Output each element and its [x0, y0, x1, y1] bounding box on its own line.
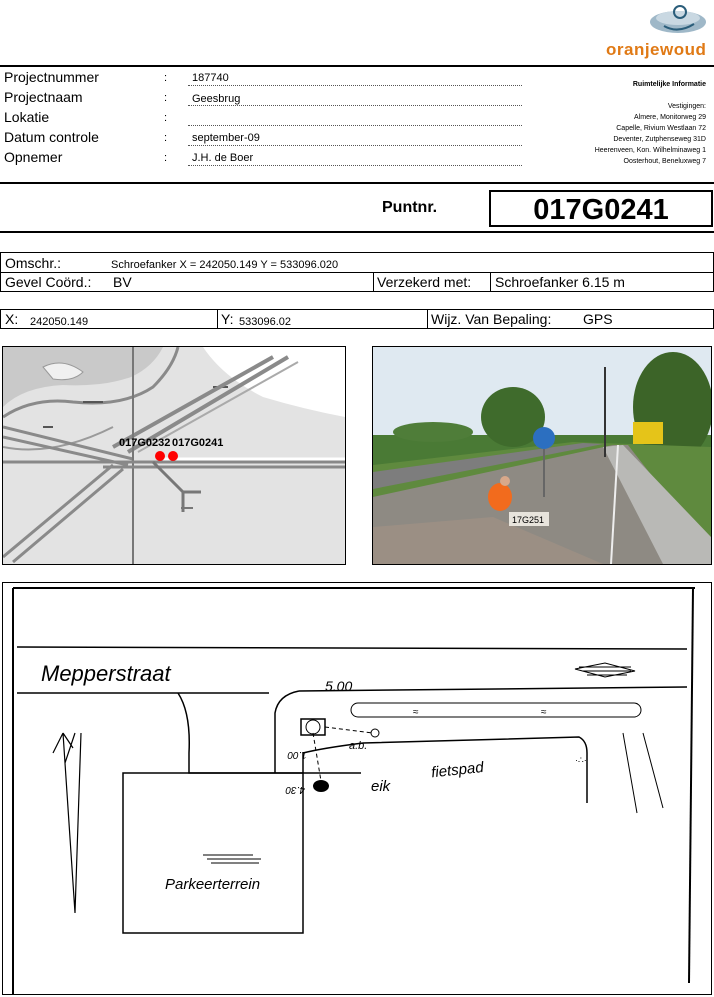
north-arrow	[53, 733, 81, 913]
field-label: Projectnummer	[4, 69, 99, 85]
verzekerd-value: Schroefanker 6.15 m	[495, 274, 625, 290]
logo-text: oranjewoud	[606, 40, 707, 59]
dotted-line	[188, 145, 522, 146]
wijz-value: GPS	[583, 311, 613, 327]
omschr-label: Omschr.:	[5, 255, 62, 271]
sketch-graphic	[3, 583, 711, 994]
sketch-distance-top: 5.00	[325, 678, 353, 694]
y-label: Y:	[221, 311, 234, 327]
field-label: Lokatie	[4, 109, 50, 125]
field-label: Opnemer	[4, 149, 63, 165]
sketch-parking-label: Parkeerterrein	[165, 876, 261, 893]
sketch-street-name: Mepperstraat	[41, 661, 171, 686]
field-value: Geesbrug	[192, 93, 241, 105]
location-item: Heerenveen, Kon. Wilhelminaweg 1	[594, 147, 706, 154]
sketch-dist-low: 4.30	[285, 784, 305, 795]
field-colon: :	[164, 72, 168, 84]
location-item: Almere, Monitorweg 29	[634, 114, 706, 121]
divider	[0, 182, 714, 184]
omschr-value: Schroefanker X = 242050.149 Y = 533096.020	[111, 259, 339, 271]
company-tagline: Ruimtelijke Informatie	[632, 81, 706, 88]
gevel-value: BV	[113, 274, 132, 290]
field-value: 187740	[192, 72, 229, 84]
dotted-line	[188, 85, 522, 86]
photo-graphic	[373, 347, 711, 564]
dotted-line	[188, 125, 522, 126]
map-graphic	[3, 347, 345, 564]
location-map	[2, 346, 346, 565]
verzekerd-label: Verzekerd met:	[377, 274, 472, 290]
x-label: X:	[5, 311, 19, 327]
field-colon: :	[164, 92, 168, 104]
map-label-2: 017G0241	[172, 437, 224, 449]
description-table	[0, 252, 714, 292]
site-photo	[372, 346, 712, 565]
divider	[0, 231, 714, 233]
punt-label: Puntnr.	[382, 199, 438, 216]
map-label-1: 017G0232	[119, 437, 171, 449]
company-logo	[604, 4, 710, 62]
water-symbol-1: ≈	[413, 707, 419, 718]
sketch-dist-left: 1.00	[287, 749, 307, 760]
location-sketch	[2, 582, 712, 995]
sketch-path-label: fietspad	[430, 758, 485, 782]
punt-number-box	[489, 190, 713, 227]
field-colon: :	[164, 152, 168, 164]
gevel-label: Gevel Coörd.:	[5, 274, 92, 290]
field-colon: :	[164, 132, 168, 144]
field-label: Datum controle	[4, 129, 99, 145]
photo-marker-text: 17G251	[512, 515, 545, 525]
coordinates-table	[0, 309, 714, 329]
field-label: Projectnaam	[4, 89, 83, 105]
wijz-label: Wijz. Van Bepaling:	[431, 311, 552, 327]
dotted-line	[188, 165, 522, 166]
field-value: J.H. de Boer	[192, 152, 254, 164]
location-item: Oosterhout, Beneluxweg 7	[623, 158, 706, 165]
location-item: Deventer, Zutphenseweg 31D	[613, 136, 706, 143]
sketch-dots: ·∴·	[575, 755, 587, 765]
x-value: 242050.149	[30, 316, 89, 328]
y-value: 533096.02	[239, 316, 291, 328]
sketch-ab: a.b.	[349, 740, 368, 752]
divider	[0, 65, 714, 67]
punt-number: 017G0241	[533, 194, 669, 226]
field-colon: :	[164, 112, 168, 124]
water-symbol-2: ≈	[541, 707, 547, 718]
dotted-line	[188, 105, 522, 106]
vestigingen-label: Vestigingen:	[667, 103, 706, 110]
location-item: Capelle, Rivium Westlaan 72	[616, 125, 706, 132]
sketch-tree-label: eik	[371, 778, 391, 795]
field-value: september-09	[192, 132, 260, 144]
